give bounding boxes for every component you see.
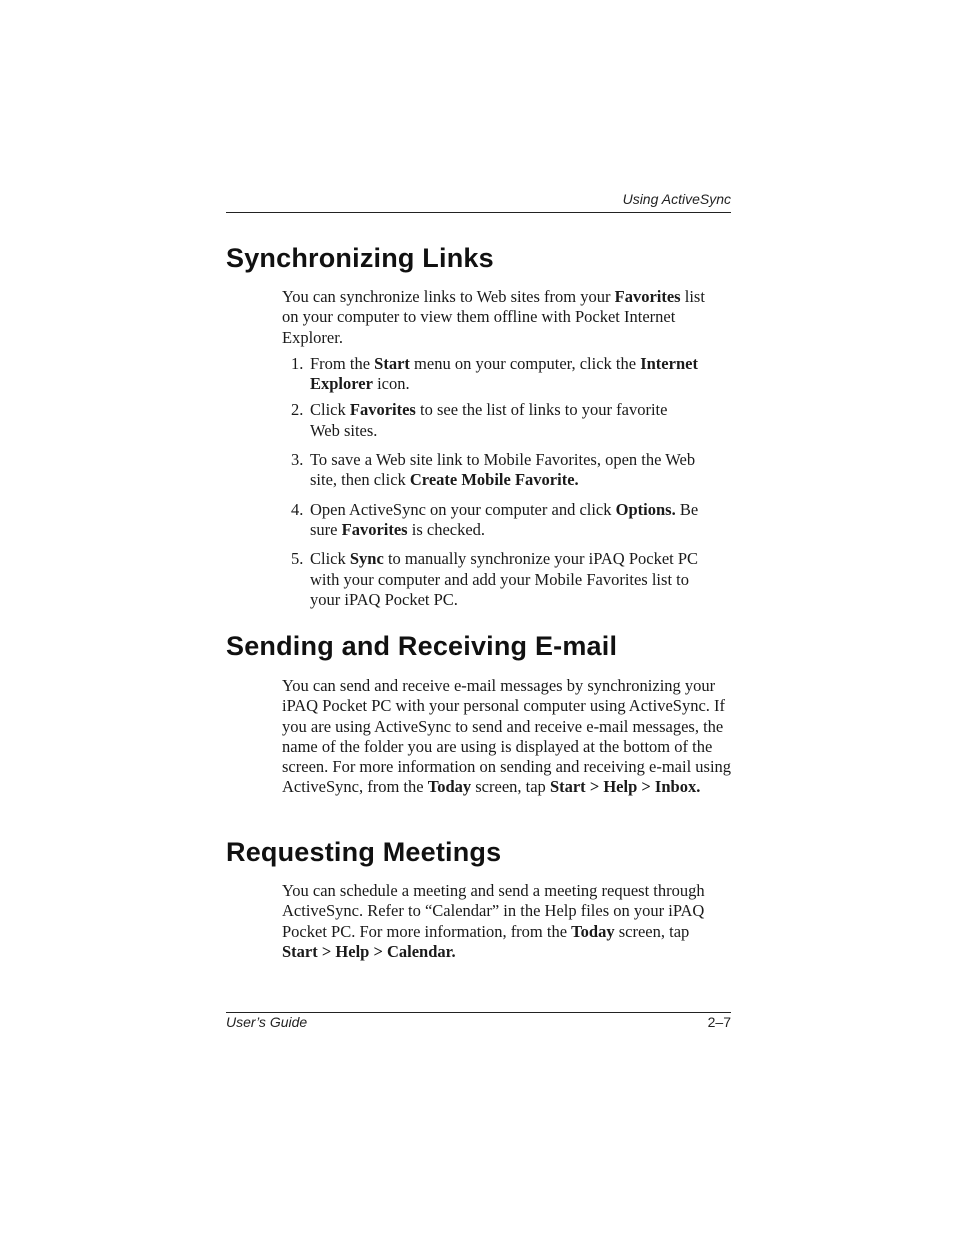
- bold-term: Sync: [349, 549, 384, 569]
- step-number: 5.: [291, 549, 304, 569]
- section-title-requesting-meetings: Requesting Meetings: [226, 837, 502, 867]
- step-number: 4.: [291, 499, 304, 519]
- bold-term: Today: [427, 777, 472, 797]
- list-item: [282, 354, 720, 395]
- text-run: You can synchronize links to Web sites from your: [282, 287, 615, 306]
- bold-term: >: [585, 777, 604, 797]
- steps-list: [282, 354, 734, 610]
- step-number: 3.: [291, 450, 304, 470]
- text-run: is checked.: [407, 519, 486, 539]
- list-item: [282, 450, 720, 491]
- bold-term: Create Mobile Favorite.: [409, 470, 579, 490]
- text-run: You can send and receive e-mail messages by synchronizing your iPAQ Pocket PC with your personal computer using ActiveSync. If you are using ActiveSync to send and receive e-mail messages, the name of the folder you are using is displayed at the bottom of the screen. For more information on sending and receiving e-mail using ActiveSync, from the: [282, 676, 732, 797]
- bold-term: Favorites: [614, 287, 681, 306]
- bold-term: Favorites: [349, 400, 416, 420]
- list-item: [282, 400, 695, 441]
- text-run: You can schedule a meeting and send a meeting request through ActiveSync. Refer to “Calendar” in the Help files on your iPAQ Pocket PC. For more information, from the: [282, 881, 705, 941]
- bold-term: Inbox.: [654, 777, 701, 797]
- bold-term: >: [369, 941, 387, 961]
- bold-term: Help: [603, 777, 638, 797]
- text-run: to see the list of links to your favorite Web sites.: [310, 400, 668, 440]
- meetings-paragraph: [282, 881, 727, 962]
- step-number: 1.: [291, 353, 304, 373]
- running-header: Using ActiveSync: [622, 191, 731, 207]
- bold-term: >: [317, 941, 336, 961]
- email-paragraph: [282, 676, 732, 798]
- text-run: Open ActiveSync on your computer and click: [310, 499, 616, 519]
- bold-term: Options.: [615, 499, 676, 519]
- intro-paragraph: [282, 287, 722, 348]
- bold-term: Calendar.: [386, 941, 456, 961]
- section-body-sending-receiving-email: [282, 676, 732, 798]
- text-run: From the: [310, 353, 375, 373]
- text-run: menu on your computer, click the: [409, 353, 641, 373]
- section-body-synchronizing-links: [282, 287, 734, 610]
- bold-term: Start: [282, 941, 318, 961]
- text-run: to manually synchronize your iPAQ Pocket PC with your computer and add your Mobile Favorites list to your iPAQ Pocket PC.: [310, 549, 699, 609]
- page-number: 2–7: [707, 1014, 731, 1030]
- bold-term: Internet Explorer: [310, 353, 698, 394]
- text-run: screen, tap: [614, 921, 690, 941]
- footer-rule: [226, 1012, 731, 1013]
- bold-term: Start: [549, 777, 586, 797]
- step-number: 2.: [291, 400, 304, 420]
- bold-term: Today: [571, 921, 615, 941]
- bold-term: >: [637, 777, 655, 797]
- header-rule: [226, 212, 731, 213]
- text-run: list on your computer to view them offline with Pocket Internet Explorer.: [282, 287, 705, 347]
- text-run: icon.: [372, 374, 410, 394]
- bold-term: Help: [335, 941, 370, 961]
- text-run: Click: [310, 400, 350, 420]
- section-title-sending-receiving-email: Sending and Receiving E-mail: [226, 631, 618, 661]
- section-title-synchronizing-links: Synchronizing Links: [226, 243, 494, 273]
- section-body-requesting-meetings: [282, 881, 727, 962]
- bold-term: Start: [374, 353, 410, 373]
- text-run: screen, tap: [471, 777, 550, 797]
- text-run: To save a Web site link to Mobile Favorites, open the Web site, then click: [310, 450, 696, 490]
- bold-term: Favorites: [341, 519, 408, 539]
- list-item: [282, 500, 720, 541]
- footer-guide-title: User’s Guide: [226, 1014, 308, 1030]
- list-item: [282, 549, 720, 610]
- text-run: Click: [310, 549, 350, 569]
- text-run: Be sure: [310, 499, 699, 539]
